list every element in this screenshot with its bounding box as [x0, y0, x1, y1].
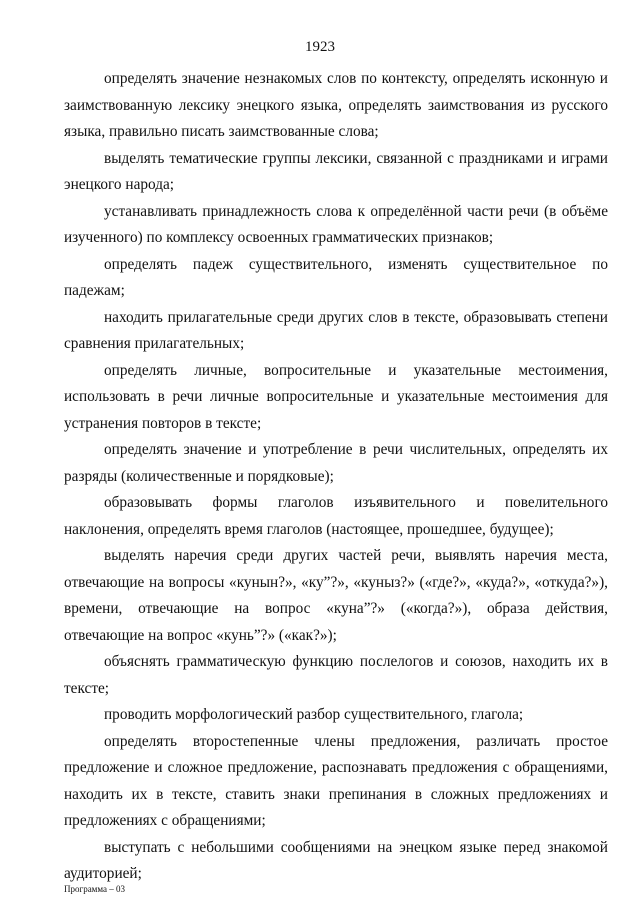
paragraph: находить прилагательные среди других слов в тексте, образовывать степени сравнения прилагательных; — [64, 308, 608, 352]
page-number: 1923 — [305, 39, 335, 55]
paragraph: выделять тематические группы лексики, связанной с праздниками и играми энецкого народа; — [64, 149, 608, 193]
paragraph: устанавливать принадлежность слова к определённой части речи (в объёме изученного) по комплексу освоенных грамматических признаков; — [64, 202, 608, 246]
paragraph: образовывать формы глаголов изъявительного и повелительного наклонения, определять время глаголов (настоящее, прошедшее, будущее); — [64, 494, 608, 538]
paragraph: объяснять грамматическую функцию послелогов и союзов, находить их в тексте; — [64, 653, 608, 697]
paragraph: определять падеж существительного, изменять существительное по падежам; — [64, 255, 608, 299]
paragraph: определять второстепенные члены предложения, различать простое предложение и сложное предложение, распознавать предложения с обращениями, находить их в тексте, ставить знаки препинания в сложных предложениях и предложениях с обращениями; — [64, 732, 608, 829]
paragraph: определять значение и употребление в речи числительных, определять их разряды (количественные и порядковые); — [64, 441, 608, 485]
paragraph: выступать с небольшими сообщениями на энецком языке перед знакомой аудиторией; — [64, 838, 608, 882]
paragraph: проводить морфологический разбор существительного, глагола; — [104, 706, 524, 723]
paragraph: выделять наречия среди других частей речи, выявлять наречия места, отвечающие на вопросы «кунын?», «ку”?», «куныз?» («где?», «куда?», «откуда?»), времени, отвечающие на вопрос «куна”?» («когда?»), образа действия, отвечающие на вопрос «кунь”?» («как?»); — [64, 547, 608, 644]
paragraph: определять личные, вопросительные и указательные местоимения, использовать в речи личные вопросительные и указательные местоимения для устранения повторов в тексте; — [64, 361, 608, 432]
document-body — [64, 66, 608, 888]
paragraph: определять значение незнакомых слов по контексту, определять исконную и заимствованную лексику энецкого языка, определять заимствования из русского языка, правильно писать заимствованные слова; — [64, 70, 608, 140]
footer-note: Программа – 03 — [64, 884, 126, 894]
